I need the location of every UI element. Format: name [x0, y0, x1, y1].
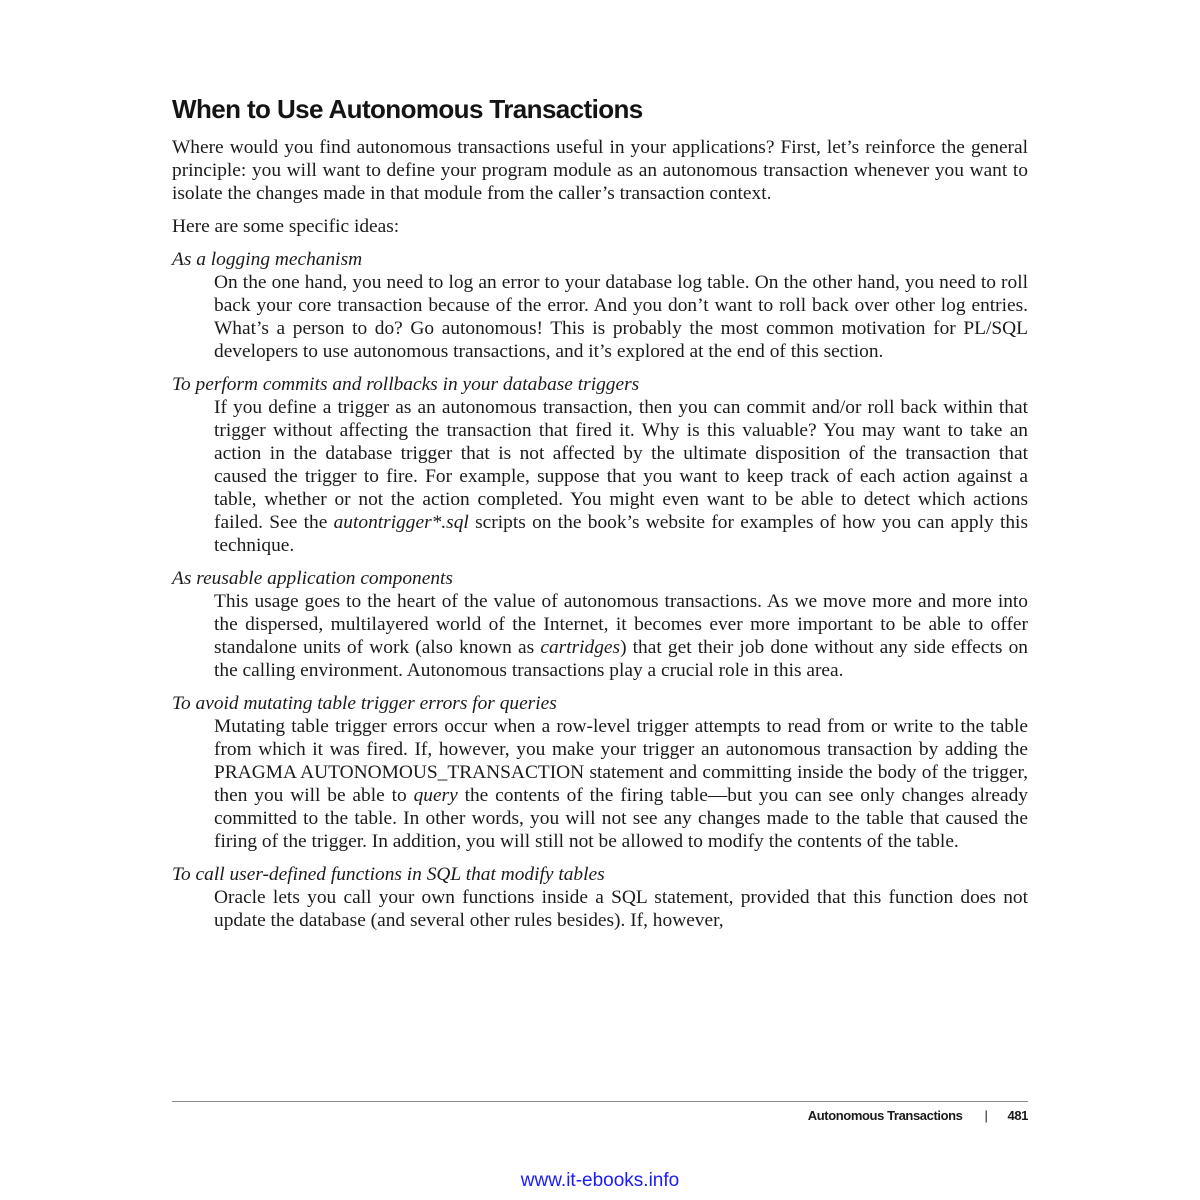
- body-text: ) that get their job done without any side effects on the calling environment. Autonomous transactions play a crucial role in this area.: [214, 637, 1028, 681]
- body-text: On the one hand, you need to log an error to your database log table. On the other hand, you need to roll back your core transaction because of the error. And you don’t want to roll back over other log entries. What’s a person to do? Go autonomous! This is probably the most common motivation for PL/SQL developers to use autonomous transactions, and it’s explored at the end of this section.: [214, 272, 1028, 362]
- definition-body: [214, 590, 1028, 682]
- lead-paragraph: Here are some specific ideas:: [172, 216, 400, 237]
- definition-term: To call user-defined functions in SQL that modify tables: [172, 864, 605, 885]
- definition-term: As a logging mechanism: [172, 249, 363, 270]
- definition-term: As reusable application components: [172, 568, 453, 589]
- body-text: the contents of the firing table—but you can see only changes already committed to the table. In other words, you will not see any changes made to the table that caused the firing of the trigger. In addition, you will still not be allowed to modify the contents of the table.: [214, 785, 1028, 852]
- emphasis-text: query: [413, 785, 458, 806]
- definition-entry: [172, 248, 1028, 363]
- body-text: Mutating table trigger errors occur when a row-level trigger attempts to read from or write to the table from which it was fired. If, however, you make your trigger an autonomous transaction by adding the PRAGMA AUTONOMOUS_TRANSACTION statement and committing inside the body of the trigger, then you will be able to: [214, 716, 1028, 806]
- page-body: [172, 92, 1028, 942]
- body-text: This usage goes to the heart of the value of autonomous transactions. As we move more and more into the dispersed, multilayered world of the Internet, it becomes ever more important to be able to offer standalone units of work (also known as: [214, 591, 1028, 658]
- body-text: Oracle lets you call your own functions inside a SQL statement, provided that this function does not update the database (and several other rules besides). If, however,: [214, 887, 1028, 931]
- emphasis-text: autontrigger*.sql: [333, 512, 469, 533]
- definition-term: To perform commits and rollbacks in your database triggers: [172, 374, 640, 395]
- intro-paragraph: Where would you find autonomous transactions useful in your applications? First, let’s reinforce the general principle: you will want to define your program module as an autonomous transaction whenever you want to isolate the changes made in that module from the caller’s transaction context.: [172, 137, 1028, 204]
- definition-list: [172, 248, 1028, 932]
- definition-body: [214, 886, 1028, 932]
- definition-entry: [172, 692, 1028, 853]
- definition-body: [214, 396, 1028, 557]
- body-text: scripts on the book’s website for examples of how you can apply this technique.: [214, 512, 1028, 556]
- definition-entry: [172, 567, 1028, 682]
- section-heading: When to Use Autonomous Transactions: [172, 94, 643, 124]
- footer-divider: [172, 1101, 1028, 1102]
- watermark-link[interactable]: www.it-ebooks.info: [520, 1170, 680, 1191]
- definition-entry: [172, 373, 1028, 557]
- definition-body: [214, 271, 1028, 363]
- footer-page-number: 481: [1007, 1108, 1028, 1123]
- emphasis-text: cartridges: [540, 637, 621, 658]
- footer-chapter-title: Autonomous Transactions: [807, 1108, 963, 1123]
- body-text: If you define a trigger as an autonomous transaction, then you can commit and/or roll back within that trigger without affecting the transaction that fired it. Why is this valuable? You may want to take an action in the database trigger that is not affected by the ultimate disposition of the transaction that caused the trigger to fire. For example, suppose that you want to keep track of each action against a table, whether or not the action completed. You might even want to be able to detect which actions failed. See the: [214, 397, 1028, 533]
- footer-separator: |: [984, 1108, 988, 1123]
- definition-body: [214, 715, 1028, 853]
- definition-term: To avoid mutating table trigger errors for queries: [172, 693, 557, 714]
- definition-entry: [172, 863, 1028, 932]
- page-footer: [808, 1108, 1028, 1123]
